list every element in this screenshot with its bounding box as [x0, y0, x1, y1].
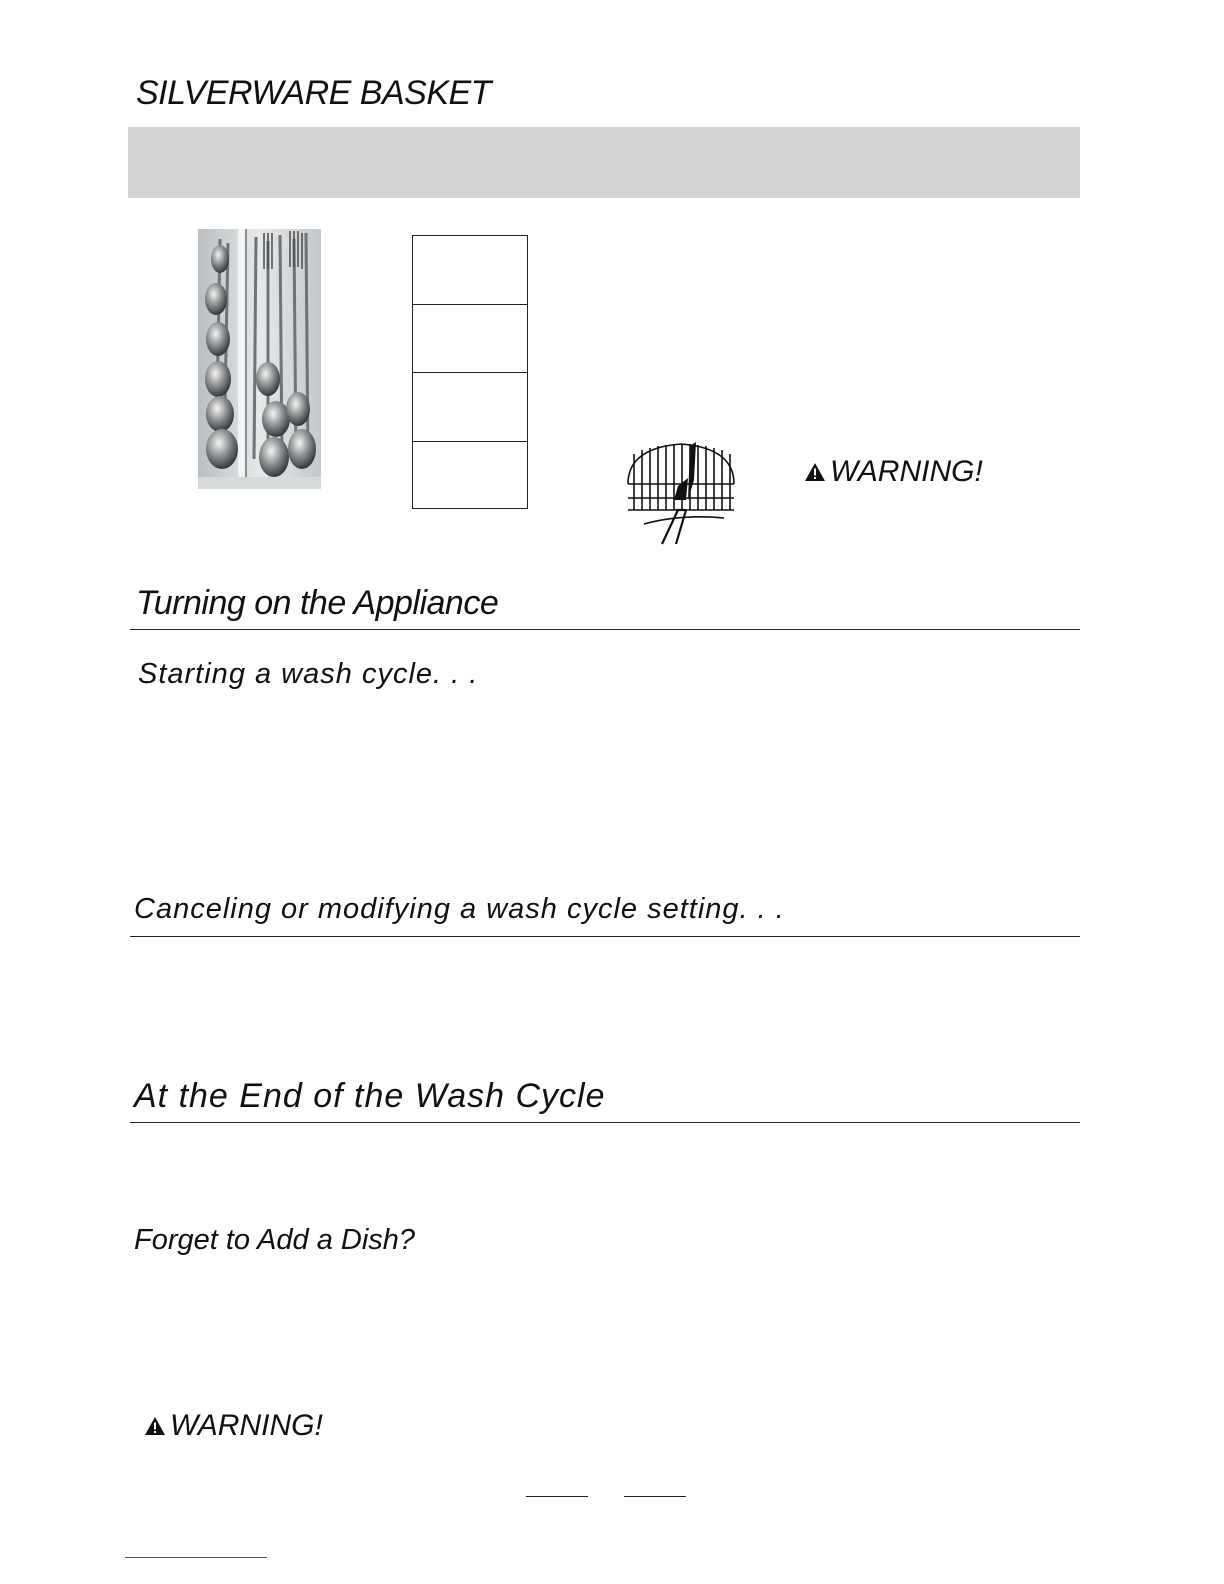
silverware-basket-photo — [198, 229, 321, 489]
reference-grid — [412, 235, 528, 509]
grid-cell — [413, 373, 527, 442]
page-title: SILVERWARE BASKET — [136, 74, 491, 112]
turning-on-heading: Turning on the Appliance — [136, 584, 499, 622]
grid-cell — [413, 305, 527, 374]
warning-label-top — [804, 455, 983, 489]
forget-dish-subheading: Forget to Add a Dish? — [134, 1224, 416, 1256]
end-cycle-heading: At the End of the Wash Cycle — [134, 1077, 606, 1115]
silverware-basket-image — [198, 229, 321, 489]
section-divider — [130, 936, 1080, 937]
section-divider — [130, 1122, 1080, 1123]
warning-triangle-icon — [804, 462, 826, 482]
footer-link-underline[interactable] — [125, 1557, 267, 1558]
warning-text: WARNING! — [170, 1409, 323, 1442]
warning-label-bottom — [144, 1409, 323, 1443]
warning-triangle-icon — [144, 1416, 166, 1436]
grid-cell — [413, 236, 527, 305]
rack-knife-illustration-icon — [624, 440, 738, 546]
grid-cell — [413, 442, 527, 511]
gray-info-band — [128, 127, 1080, 198]
page-number-rule-left — [526, 1496, 588, 1497]
warning-text: WARNING! — [830, 455, 983, 488]
starting-cycle-subheading: Starting a wash cycle. . . — [138, 658, 479, 690]
rack-illustration — [624, 440, 738, 546]
canceling-cycle-subheading: Canceling or modifying a wash cycle setting. . . — [134, 893, 785, 925]
page-number-rule-right — [624, 1496, 686, 1497]
section-divider — [130, 629, 1080, 630]
